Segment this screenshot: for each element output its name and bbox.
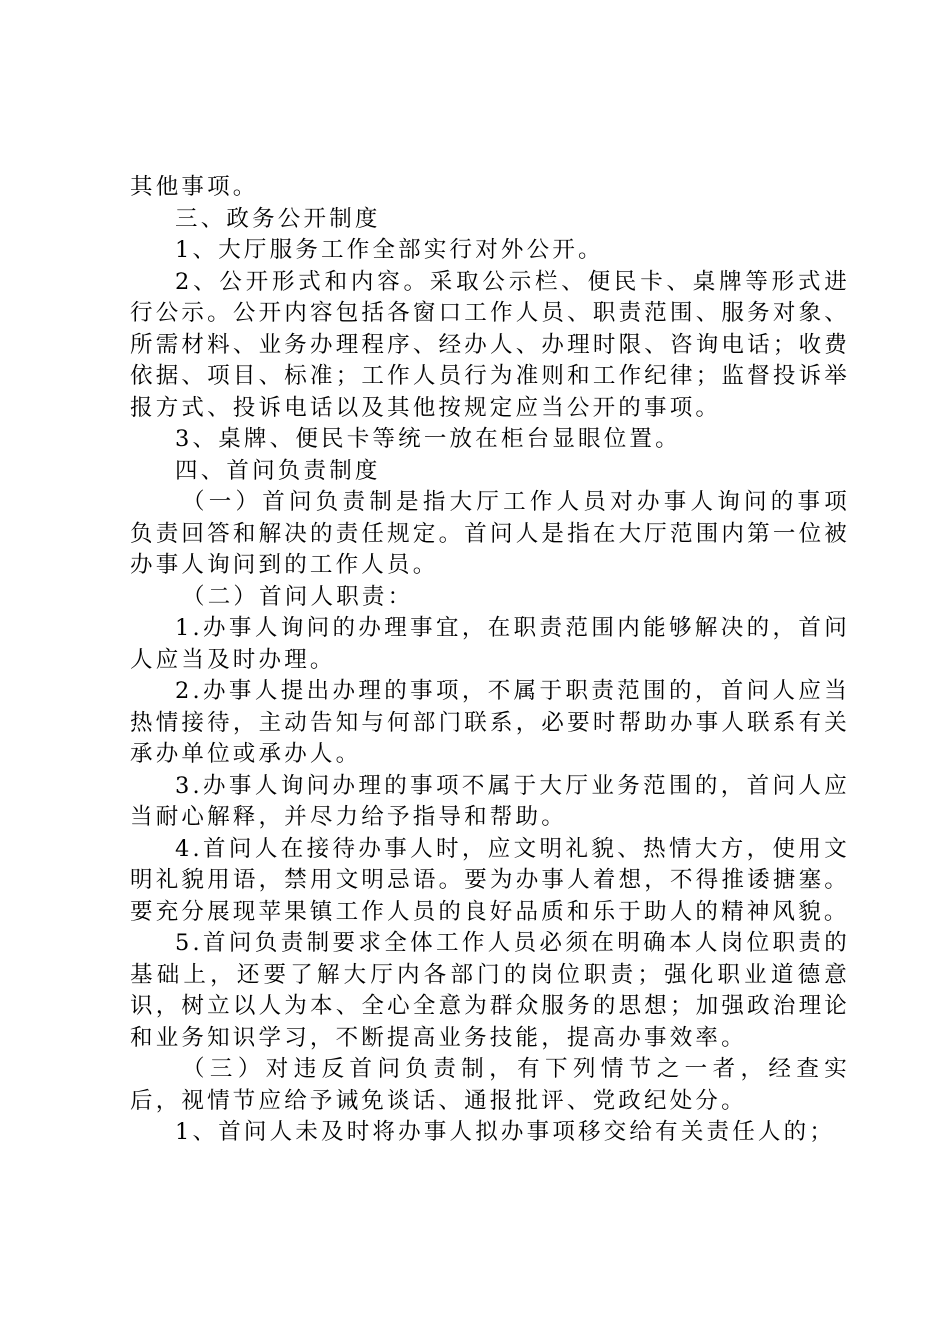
paragraph-item: 4.首问人在接待办事人时，应文明礼貌、热情大方，使用文明礼貌用语，禁用文明忌语。要为办事人着想，不得推诿搪塞。要充分展现苹果镇工作人员的良好品质和乐于助人的精神风貌。 xyxy=(130,835,850,925)
paragraph-item: 2、公开形式和内容。采取公示栏、便民卡、桌牌等形式进行公示。公开内容包括各窗口工作人员、职责范围、服务对象、所需材料、业务办理程序、经办人、办理时限、咨询电话；收费依据、项目、标准；工作人员行为准则和工作纪律；监督投诉举报方式、投诉电话以及其他按规定应当公开的事项。 xyxy=(130,268,850,421)
paragraph-subsection: （二）首问人职责： xyxy=(182,583,414,610)
paragraph-subsection: （三）对违反首问负责制，有下列情节之一者，经查实后，视情节应给予诫免谈话、通报批评、党政纪处分。 xyxy=(130,1056,850,1114)
document-body xyxy=(130,172,850,1149)
paragraph-item: 3、桌牌、便民卡等统一放在柜台显眼位置。 xyxy=(175,426,681,452)
paragraph-item: 1.办事人询问的办理事宜，在职责范围内能够解决的，首问人应当及时办理。 xyxy=(130,615,850,673)
paragraph-item: 1、首问人未及时将办事人拟办事项移交给有关责任人的； xyxy=(175,1119,836,1145)
paragraph-item: 3.办事人询问办理的事项不属于大厅业务范围的，首问人应当耐心解释，并尽力给予指导和帮助。 xyxy=(130,772,850,830)
section-heading-public-affairs: 三、政务公开制度 xyxy=(175,205,381,232)
paragraph-subsection: （一）首问负责制是指大厅工作人员对办事人询问的事项负责回答和解决的责任规定。首问人是指在大厅范围内第一位被办事人询问到的工作人员。 xyxy=(130,489,850,578)
paragraph-continuation: 其他事项。 xyxy=(130,174,259,200)
paragraph-item: 5.首问负责制要求全体工作人员必须在明确本人岗位职责的基础上，还要了解大厅内各部门的岗位职责；强化职业道德意识，树立以人为本、全心全意为群众服务的思想；加强政治理论和业务知识学习，不断提高业务技能，提高办事效率。 xyxy=(130,930,850,1051)
section-heading-first-inquiry: 四、首问负责制度 xyxy=(175,457,381,484)
paragraph-item: 2.办事人提出办理的事项，不属于职责范围的，首问人应当热情接待，主动告知与何部门联系，必要时帮助办事人联系有关承办单位或承办人。 xyxy=(130,678,850,767)
paragraph-item: 1、大厅服务工作全部实行对外公开。 xyxy=(175,237,604,263)
